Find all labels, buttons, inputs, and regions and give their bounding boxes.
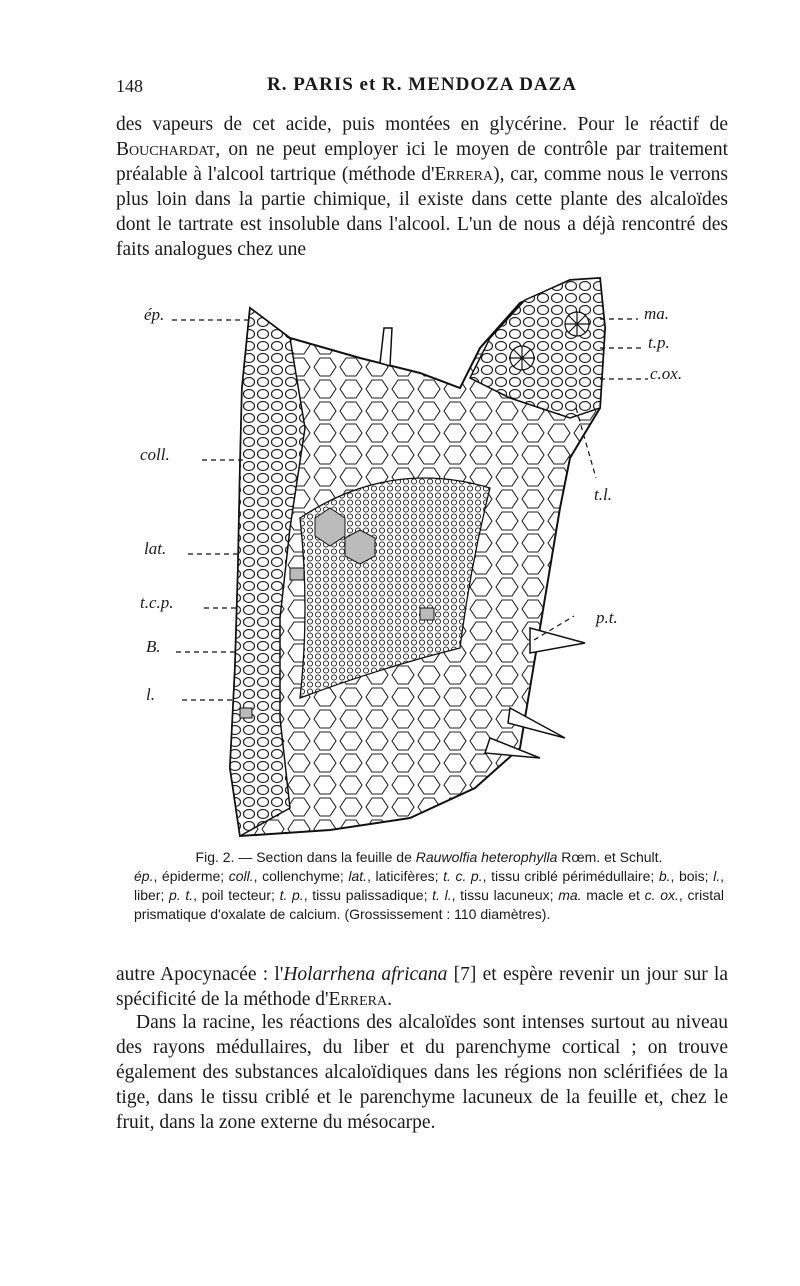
- para2-species: Holarrhena africana: [283, 964, 448, 985]
- para1-text-a: des vapeurs de cet acide, puis montées en glycérine. Pour le réactif de: [116, 114, 728, 135]
- label-l: l.: [146, 685, 155, 704]
- legend-abbr: l.: [713, 868, 721, 884]
- figure-caption: [134, 848, 724, 924]
- para2-text-b: [7] et espère revenir un jour sur la spécificité de la méthode d': [116, 964, 729, 1010]
- label-lat: lat.: [144, 539, 167, 558]
- label-ep: ép.: [144, 305, 165, 324]
- leaf-section-drawing: [130, 268, 710, 843]
- label-pt: p.t.: [596, 608, 618, 627]
- caption-legend: [134, 868, 724, 922]
- para2-text-c: .: [387, 989, 392, 1010]
- caption-species: Rauwolfia heterophylla: [415, 849, 558, 865]
- label-coll: coll.: [140, 445, 170, 464]
- author-errera: Errera: [434, 164, 494, 185]
- paragraph-2: [116, 962, 728, 1012]
- legend-abbr: c. ox.: [644, 887, 679, 903]
- caption-title: [134, 848, 724, 867]
- legend-text: , cristal prismatique d'oxalate de calcium. (Grossissement : 110 diamètres).: [134, 887, 724, 922]
- legend-abbr: coll.: [228, 868, 254, 884]
- caption-authority: Rœm. et Schult.: [557, 849, 663, 865]
- legend-abbr: t. p.: [279, 887, 304, 903]
- author-errera-2: Errera: [328, 989, 388, 1010]
- legend-abbr: t. l.: [432, 887, 452, 903]
- paragraph-3: Dans la racine, les réactions des alcaloïdes sont intenses surtout au niveau des rayons médullaires, du liber et du parenchyme cortical ; on trouve également des substances alcaloïdiques dans les régions non sclérifiées de la tige, dans le tissu criblé et le parenchyme lacuneux de la feuille et, chez le fruit, dans la zone externe du mésocarpe.: [116, 1012, 728, 1133]
- author-bouchardat: Bouchardat: [116, 139, 216, 160]
- legend-abbr: ép.: [134, 868, 154, 884]
- legend-text: macle et: [581, 887, 645, 903]
- caption-fig-number: Fig. 2.: [195, 849, 235, 865]
- paragraph-1: [116, 112, 728, 262]
- label-ma: ma.: [644, 304, 670, 323]
- legend-text: , épiderme;: [153, 868, 229, 884]
- para1-text-b: , on ne peut employer ici le moyen de contrôle par traitement préalable à l'alcool tartrique (méthode d': [116, 139, 728, 185]
- legend-text: , collenchyme;: [253, 868, 349, 884]
- para2-text-a: autre Apocynacée : l': [116, 964, 284, 985]
- leaf-section-figure: [130, 268, 710, 843]
- legend-abbr: b.: [658, 868, 671, 884]
- label-tl: t.l.: [594, 485, 612, 504]
- label-tcp: t.c.p.: [140, 593, 174, 612]
- legend-abbr: t. c. p.: [443, 868, 483, 884]
- legend-abbr: p. t.: [169, 887, 194, 903]
- legend-text: , tissu criblé périmédullaire;: [482, 868, 659, 884]
- page-header: [116, 70, 728, 100]
- legend-text: , liber;: [134, 868, 724, 903]
- legend-abbr: ma.: [558, 887, 582, 903]
- label-tp: t.p.: [648, 333, 670, 352]
- legend-text: , laticifères;: [367, 868, 444, 884]
- running-head: R. PARIS et R. MENDOZA DAZA: [266, 74, 578, 95]
- legend-abbr: lat.: [348, 868, 368, 884]
- para1-text-c: ), car, comme nous le verrons plus loin dans la partie chimique, il existe dans cette plante des alcaloïdes dont le tartrate est insoluble dans l'alcool. L'un de nous a déjà rencontré des faits analogues chez une: [116, 164, 728, 260]
- legend-text: , poil tecteur;: [193, 887, 280, 903]
- legend-text: , bois;: [670, 868, 714, 884]
- caption-title-text: — Section dans la feuille de: [234, 849, 416, 865]
- page-number: 148: [116, 76, 143, 96]
- legend-text: , tissu palissadique;: [303, 887, 433, 903]
- legend-text: , tissu lacuneux;: [451, 887, 559, 903]
- label-B: B.: [146, 637, 161, 656]
- label-cox: c.ox.: [650, 364, 683, 383]
